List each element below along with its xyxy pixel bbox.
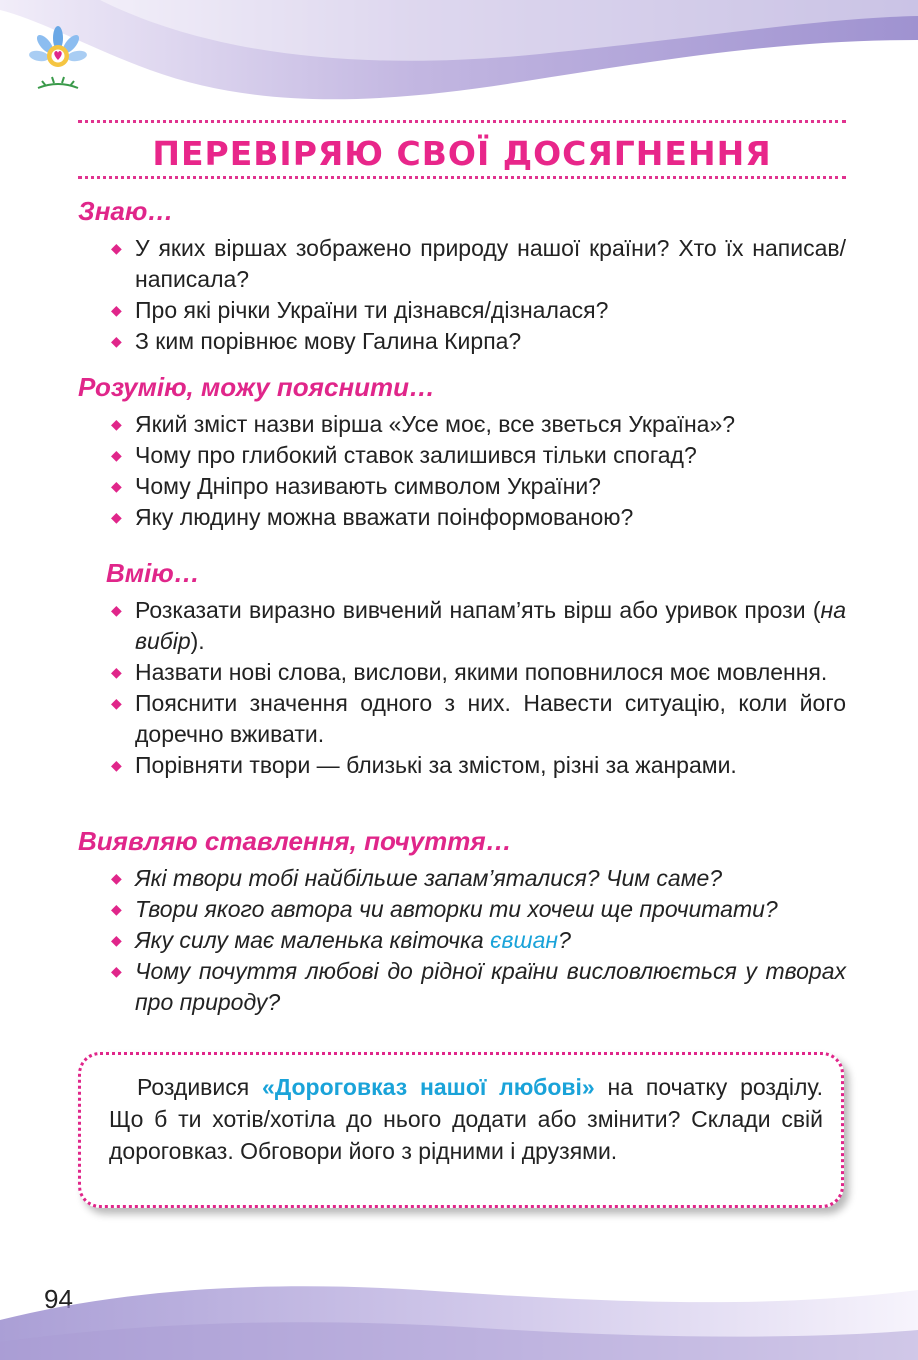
title-bottom-divider xyxy=(78,176,846,179)
task-box xyxy=(78,1052,844,1208)
list-item: ◆ Чому почуття любові до рідної країни висловлюється у творах про природу? xyxy=(111,958,846,1015)
diamond-bullet-icon: ◆ xyxy=(111,963,122,979)
diamond-bullet-icon: ◆ xyxy=(111,447,122,463)
diamond-bullet-icon: ◆ xyxy=(111,932,122,948)
highlighted-term: євшан xyxy=(490,927,559,953)
section-know xyxy=(78,196,846,357)
list-item: ◆ Порівняти твори — близькі за змістом, різні за жанрами. xyxy=(78,750,846,781)
diamond-bullet-icon: ◆ xyxy=(111,302,122,318)
diamond-bullet-icon: ◆ xyxy=(111,478,122,494)
list-item: ◆ Про які річки України ти дізнався/дізналася? xyxy=(78,295,846,326)
list-item: ◆ У яких віршах зображено природу нашої країни? Хто їх написав/написала? xyxy=(111,235,846,292)
diamond-bullet-icon: ◆ xyxy=(111,870,122,886)
list-item: ◆ Який зміст назви вірша «Усе моє, все зветься Україна»? xyxy=(78,409,846,440)
page-title: ПЕРЕВІРЯЮ СВОЇ ДОСЯГНЕННЯ xyxy=(152,134,772,173)
list-item: ◆ Розказати виразно вивчений напам’ять вірш або уривок прози (на вибір). xyxy=(111,597,846,654)
diamond-bullet-icon: ◆ xyxy=(111,240,122,256)
task-reference: «Дороговказ нашої любові» xyxy=(262,1074,595,1100)
diamond-bullet-icon: ◆ xyxy=(111,416,122,432)
page-number: 94 xyxy=(44,1284,73,1314)
task-text: Роздивися «Дороговказ нашої любові» на початку розділу. Що б ти хотів/хотіла до нього додати або змінити? Склади свій дороговказ. Обговори його з рідними і друзями. xyxy=(109,1074,824,1164)
list-item: ◆ Чому Дніпро називають символом України? xyxy=(78,471,846,502)
section-heading: Розумію, можу пояснити… xyxy=(78,372,436,402)
section-understand xyxy=(78,372,846,533)
list-item: ◆ Чому про глибокий ставок залишився тільки спогад? xyxy=(78,440,846,471)
section-heading: Виявляю ставлення, почуття… xyxy=(78,826,512,856)
diamond-bullet-icon: ◆ xyxy=(111,602,122,618)
diamond-bullet-icon: ◆ xyxy=(111,333,122,349)
bottom-wave-decoration xyxy=(0,1250,918,1360)
flower-ornament-icon xyxy=(28,22,88,96)
list-item: ◆ Твори якого автора чи авторки ти хочеш ще прочитати? xyxy=(78,894,846,925)
list-item: ◆ Яку силу має маленька квіточка євшан? xyxy=(78,925,846,956)
diamond-bullet-icon: ◆ xyxy=(111,664,122,680)
section-heading: Знаю… xyxy=(78,196,174,226)
section-attitude xyxy=(78,826,846,1018)
title-top-divider xyxy=(78,120,846,123)
diamond-bullet-icon: ◆ xyxy=(111,757,122,773)
section-can xyxy=(78,558,846,781)
diamond-bullet-icon: ◆ xyxy=(111,901,122,917)
list-item: ◆ Які твори тобі найбільше запам’яталися? Чим саме? xyxy=(78,863,846,894)
diamond-bullet-icon: ◆ xyxy=(111,509,122,525)
section-heading: Вмію… xyxy=(106,558,200,588)
list-item: ◆ Назвати нові слова, вислови, якими поповнилося моє мовлення. xyxy=(78,657,846,688)
list-item: ◆ Яку людину можна вважати поінформованою? xyxy=(78,502,846,533)
diamond-bullet-icon: ◆ xyxy=(111,695,122,711)
list-item: ◆ Пояснити значення одного з них. Навести ситуацію, коли його доречно вживати. xyxy=(111,690,846,747)
list-item: ◆ З ким порівнює мову Галина Кирпа? xyxy=(78,326,846,357)
